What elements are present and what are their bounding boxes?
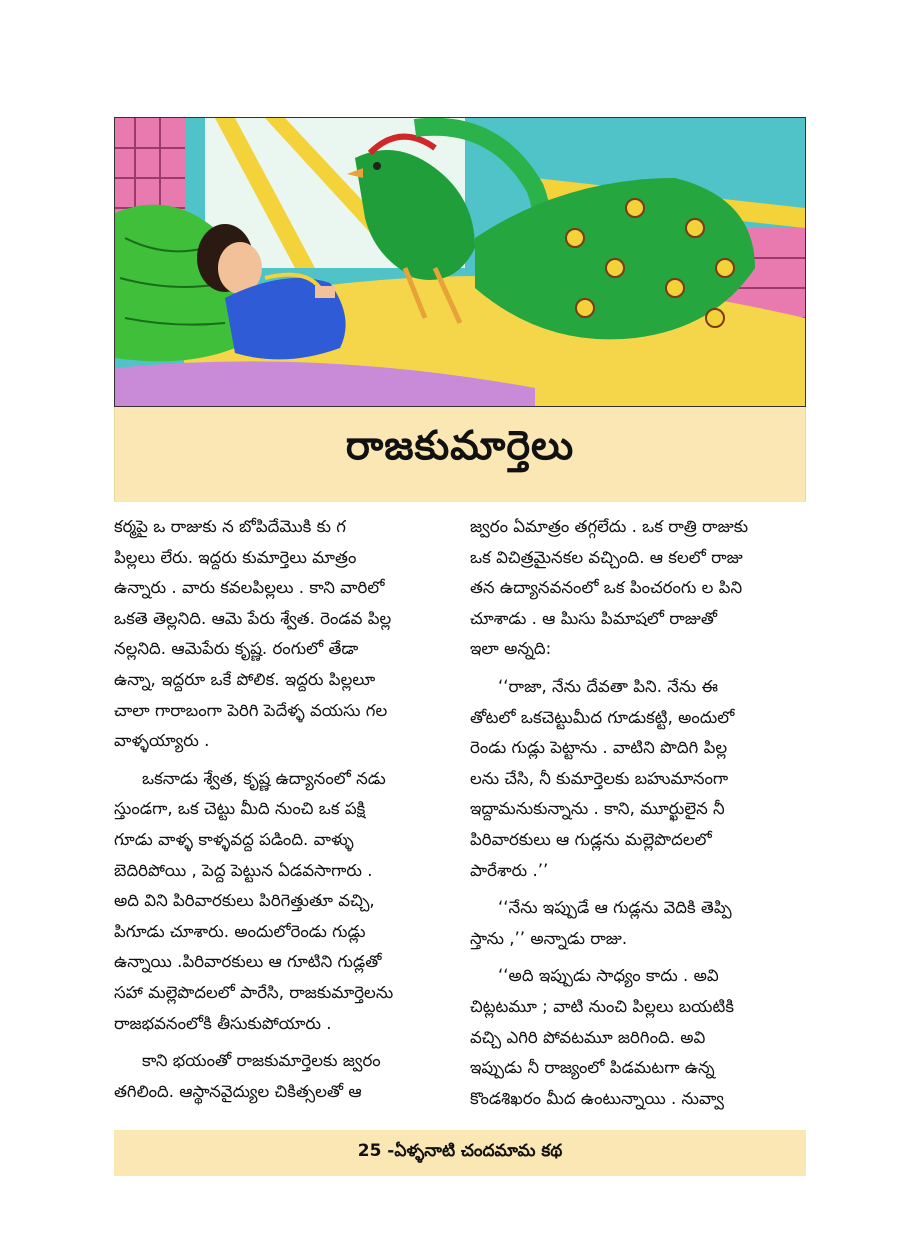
left-column bbox=[114, 512, 454, 1107]
text-line: ఉన్నా, ఇద్దరూ ఒకే పోలిక. ఇద్దరు పిల్లలూ bbox=[114, 669, 376, 689]
text-line: రెండు గుడ్లు పెట్టాను . వాటిని పొదిగి పిల్ల bbox=[470, 738, 728, 758]
text-line: బెదిరిపోయి , పెద్ద పెట్టున ఏడవసాగారు . bbox=[114, 860, 373, 880]
text-line: ఇప్పుడు నీ రాజ్యంలో పిడమటగా ఉన్న bbox=[470, 1058, 715, 1078]
text-line: తోటలో ఒకచెట్టుమీద గూడుకట్టి, అందులో bbox=[470, 707, 735, 727]
footer-band bbox=[114, 1130, 806, 1176]
text-line: నల్లనిది. ఆమెపేరు కృష్ణ. రంగులో తేడా bbox=[114, 639, 359, 659]
title-band bbox=[114, 407, 806, 502]
text-line: స్తాను ,’’ అన్నాడు రాజు. bbox=[470, 928, 628, 948]
text-line: కాని భయంతో రాజకుమార్తెలకు జ్వరం bbox=[142, 1051, 381, 1071]
peacock-princess-illustration-icon bbox=[115, 118, 805, 406]
text-line: ‘‘అది ఇప్పుడు సాధ్యం కాదు . అవి bbox=[498, 966, 719, 986]
text-line: చూశాడు . ఆ పిుసు పిమాషలో రాజుతో bbox=[470, 608, 718, 628]
text-line: ఒక విచిత్రమైనకల వచ్చింది. ఆ కలలో రాజు bbox=[470, 547, 743, 567]
text-line: పిల్లలు లేరు. ఇద్దరు కుమార్తెలు మాత్రం bbox=[114, 547, 357, 567]
text-line: ‘‘రాజా, నేను దేవతా పిని. నేను ఈ bbox=[498, 676, 719, 696]
text-line: ఇద్దామనుకున్నాను . కాని, మూర్ఖులైన నీ bbox=[470, 799, 725, 819]
text-line: లను చేసి, నీ కుమార్తెలకు బహుమానంగా bbox=[470, 768, 729, 788]
text-line: తన ఉద్యానవనంలో ఒక పించరంగు ల పిని bbox=[470, 578, 743, 598]
text-line: ఉన్నాయి .పిరివారకులు ఆ గూటిని గుడ్లతో bbox=[114, 952, 382, 972]
text-line: వచ్చి ఎగిరి పోవటమూ జరిగింది. అవి bbox=[470, 1027, 706, 1047]
text-line: రాజభవనంలోకి తీసుకుపోయారు . bbox=[114, 1013, 332, 1033]
text-line: తగిలింది. ఆస్థానవైద్యుల చికిత్సలతో ఆ bbox=[114, 1081, 362, 1101]
text-line: ఒకనాడు శ్వేత, కృష్ణ ఉద్యానంలో నడు bbox=[142, 768, 386, 788]
text-line: కర్మపై ఒ రాజుకు న బోపిదేమొకి కు గ bbox=[114, 517, 346, 536]
text-line: స్తుండగా, ఒక చెట్టు మీది నుంచి ఒక పక్షి bbox=[114, 799, 366, 819]
text-line: పిగూడు చూశారు. అందులోరెండు గుడ్లు bbox=[114, 921, 366, 941]
text-line: చాలా గారాబంగా పెరిగి పెదేళ్ళ వయసు గల bbox=[114, 700, 388, 720]
text-line: అది విని పిరివారకులు పిరిగెత్తుతూ వచ్చి, bbox=[114, 891, 375, 911]
right-column bbox=[470, 512, 810, 1114]
text-line: జ్వరం ఏమాత్రం తగ్గలేదు . ఒక రాత్రి రాజుకు bbox=[470, 517, 749, 536]
text-line: గూడు వాళ్ళ కాళ్ళవద్ద పడింది. వాళ్ళు bbox=[114, 829, 354, 849]
text-line: పారేశారు .’’ bbox=[470, 860, 549, 880]
text-line: చిట్లటమూ ; వాటి నుంచి పిల్లలు బయటికి bbox=[470, 996, 734, 1016]
text-line: ‘‘నేను ఇప్పుడే ఆ గుడ్లను వెదికి తెప్పి bbox=[498, 898, 732, 918]
text-line: ఉన్నారు . వారు కవలపిల్లలు . కాని వారిలో bbox=[114, 578, 385, 598]
story-illustration bbox=[114, 117, 806, 407]
text-line: సహా మల్లెపొదలలో పారేసి, రాజకుమార్తెలను bbox=[114, 982, 394, 1002]
footer-text: 25 -ఏళ్ళనాటి చందమామ కథ bbox=[357, 1141, 563, 1161]
text-line: ఒకతె తెల్లనిది. ఆమె పేరు శ్వేత. రెండవ పిల్ల bbox=[114, 608, 392, 628]
text-line: కొండశిఖరం మీద ఉంటున్నాయి . నువ్వా bbox=[470, 1088, 724, 1108]
text-line: వాళ్ళయ్యారు . bbox=[114, 731, 210, 751]
page-title: రాజకుమార్తెలు bbox=[345, 423, 575, 469]
text-line: ఇలా అన్నది: bbox=[470, 639, 552, 659]
text-line: పిరివారకులు ఆ గుడ్లను మల్లెపొదలలో bbox=[470, 829, 712, 849]
